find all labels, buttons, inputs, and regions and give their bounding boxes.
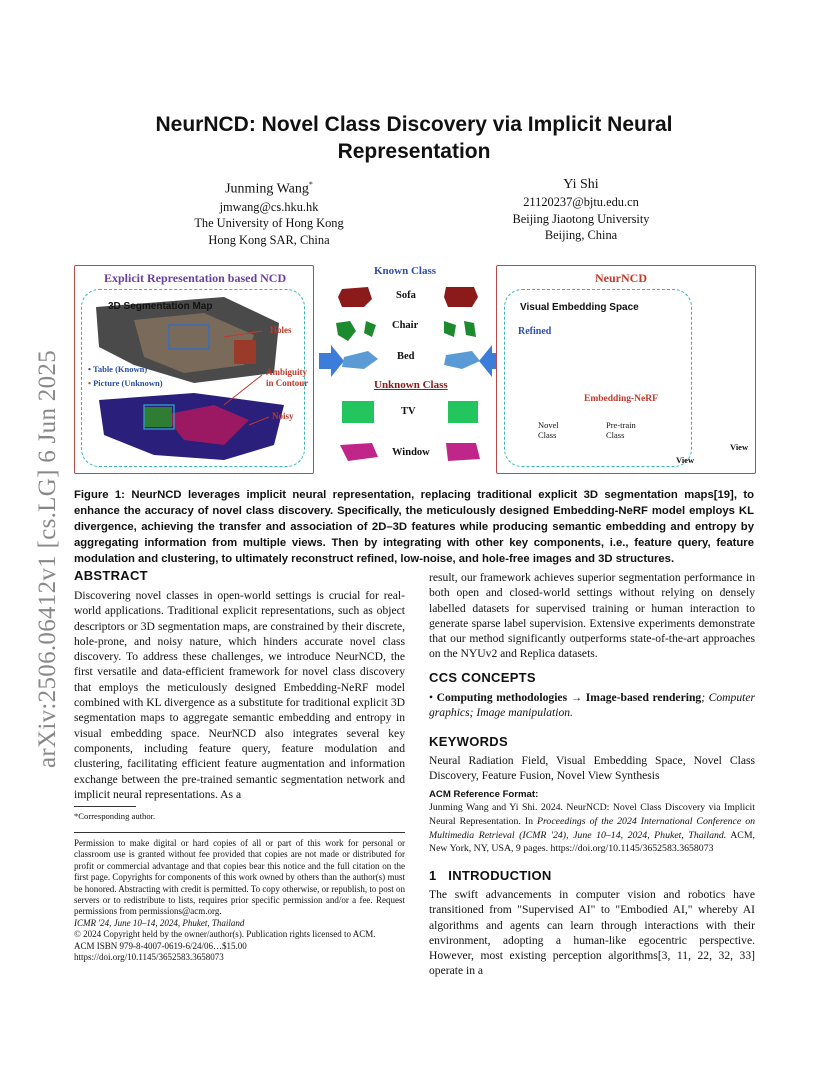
acm-ref-heading: ACM Reference Format: xyxy=(429,789,539,800)
author-2 xyxy=(451,175,711,244)
footnote: *Corresponding author. xyxy=(74,811,156,821)
permission-text: Permission to make digital or hard copies of all or part of this work for personal or classroom use is granted without fee provided that copies are not made or distributed for profit or commercial advantage and that copies bear this notice and the full citation on the first page. Copyrights for components of this work owned by others than the author(s) must be honored. Abstracting with credit is permitted. To copy otherwise, or republish, to post on servers or to redistribute to lists, requires prior specific permission and/or a fee. Request permissions from permissions@acm.org. xyxy=(74,838,405,917)
arxiv-id: arXiv:2506.06412v1 [cs.LG] 6 Jun 2025 xyxy=(34,350,61,768)
pretrain-class-label: Pre-train Class xyxy=(606,420,636,440)
tv-shape-left xyxy=(342,401,374,423)
unknown-class-title: Unknown Class xyxy=(374,379,448,391)
class-label-sofa: Sofa xyxy=(396,290,416,301)
author-affiliation: Beijing Jiaotong University xyxy=(512,211,650,226)
seg-map-label: 3D Segmentation Map xyxy=(108,301,213,312)
chair-shape-left-1 xyxy=(336,321,356,341)
class-label-chair: Chair xyxy=(392,320,419,331)
class-label-window: Window xyxy=(392,447,430,458)
ambiguity-label: Ambiguity in Contour xyxy=(266,367,309,388)
author-email: jmwang@cs.hku.hk xyxy=(219,199,319,214)
author-name: Yi Shi xyxy=(563,177,599,192)
class-label-tv: TV xyxy=(401,406,416,417)
window-shape-left xyxy=(340,443,378,461)
chair-shape-right-1 xyxy=(444,321,456,337)
holes-label: Holes xyxy=(270,325,292,335)
sofa-shape-right xyxy=(444,287,478,307)
author-1 xyxy=(139,175,399,248)
chair-shape-right-2 xyxy=(464,321,476,337)
bed-shape-right xyxy=(444,351,480,369)
right-panel-title: NeurNCD xyxy=(595,271,647,285)
keywords-text: Neural Radiation Field, Visual Embedding Space, Novel Class Discovery, Feature Fusion, Novel View Synthesis xyxy=(429,754,755,783)
permission-venue: ICMR '24, June 10–14, 2024, Phuket, Thailand xyxy=(74,917,245,928)
author-location: Beijing, China xyxy=(544,228,618,242)
abstract-heading: ABSTRACT xyxy=(74,568,148,583)
left-panel-title: Explicit Representation based NCD xyxy=(104,271,287,285)
footnote-rule xyxy=(74,806,136,807)
permission-copyright: © 2024 Copyright held by the owner/author(s). Publication rights licensed to ACM. xyxy=(74,929,376,940)
permission-rule xyxy=(74,832,405,833)
legend-unknown: • Picture (Unknown) xyxy=(88,378,163,388)
embedding-space-label: Visual Embedding Space xyxy=(520,302,639,313)
refined-label: Refined xyxy=(518,326,552,337)
known-class-title: Known Class xyxy=(374,265,437,277)
noisy-label: Noisy xyxy=(272,411,294,421)
author-affiliation: The University of Hong Kong xyxy=(194,216,344,231)
ccs-text: • Computing methodologies → Image-based rendering; Computer graphics; Image manipulation. xyxy=(429,691,755,720)
sofa-shape-left xyxy=(338,287,372,307)
view-label-2: View xyxy=(730,442,749,452)
right-dashed-region xyxy=(504,289,695,467)
bed-shape-left xyxy=(342,351,378,369)
author-email: 21120237@bjtu.edu.cn xyxy=(523,195,639,209)
segmentation-green-block xyxy=(144,407,172,427)
arxiv-stamp xyxy=(36,310,76,770)
tv-shape-right xyxy=(448,401,478,423)
class-label-bed: Bed xyxy=(397,351,415,362)
caption-label: Figure 1: xyxy=(74,489,125,501)
view-label-1: View xyxy=(676,455,695,465)
permission-block xyxy=(74,838,405,963)
chair-shape-left-2 xyxy=(364,321,376,337)
window-shape-right xyxy=(446,443,480,461)
author-name: Junming Wang* xyxy=(225,180,313,197)
permission-isbn: ACM ISBN 979-8-4007-0619-6/24/06…$15.00 xyxy=(74,940,247,951)
figure-1 xyxy=(74,265,754,475)
caption-text: NeurNCD leverages implicit neural representation, replacing traditional explicit 3D segmentation maps[19], to enhance the accuracy of novel class discovery. Specifically, the meticulously designed Embedding-NeRF model employs KL divergence, achieving the transfer and association of 2D–3D features while producing semantic embedding and entropy by aggregating information from multiple views. Then by integrating with other key components, i.e., feature query, feature modulation and clustering, to ultimately reconstruct refined, low-noise, and hole-free images and 3D structures. xyxy=(74,489,755,565)
acm-ref-text: Junming Wang and Yi Shi. 2024. NeurNCD: Novel Class Discovery via Implicit Neural Representation. In Proceedings of the 2024 International Conference on Multimedia Retrieval (ICMR '24), June 10–14, 2024, Phuket, Thailand. ACM, New York, NY, USA, 9 pages. https://doi.org/10.1145/3652583.3658073 xyxy=(429,802,756,855)
ccs-heading: CCS CONCEPTS xyxy=(429,670,536,685)
arrow-left-to-center xyxy=(319,345,344,377)
abstract-text: Discovering novel classes in open-world settings is crucial for real-world applications. Traditional explicit representations, such as object descriptors or 3D segmentation maps, are constrained by their discrete, hole-prone, and noisy nature, which hinders accurate novel class discovery. To address these challenges, we introduce NeurNCD, the first versatile and data-efficient framework for novel class discovery that employs the meticulously designed Embedding-NeRF model combined with KL divergence as a substitute for traditional explicit 3D segmentation maps to aggregate semantic embedding and entropy in visual embedding space. NeurNCD also integrates several key components, including feature query, feature modulation and clustering, facilitating efficient feature augmentation and information exchange between the pre-trained semantic segmentation network and implicit neural representations. As a xyxy=(74,589,405,801)
author-location: Hong Kong SAR, China xyxy=(208,232,330,247)
paper-title: NeurNCD: Novel Class Discovery via Implicit Neural Representation xyxy=(155,113,673,163)
legend-known: • Table (Known) xyxy=(88,364,148,374)
keywords-heading: KEYWORDS xyxy=(429,734,508,749)
novel-class-label: Novel Class xyxy=(538,420,559,440)
introduction-text: The swift advancements in computer vision and robotics have transitioned from "Supervised AI" to "Embodied AI," whereby AI algorithms and agents can learn through interactions with their environment, adopting a human-like egocentric perspective. However, most existing perception algorithms[3, 11, 22, 32, 33] operate in a xyxy=(429,888,755,978)
embedding-nerf-label: Embedding-NeRF xyxy=(584,394,658,404)
figure-caption xyxy=(74,487,754,567)
permission-doi: https://doi.org/10.1145/3652583.3658073 xyxy=(74,952,224,963)
abstract-continuation: result, our framework achieves superior segmentation performance in both open and closed-world settings without relying on densely labelled datasets for supervised training or human interaction to generate sparse label supervision. Extensive experiments demonstrate that our method significantly outperforms state-of-the-art approaches on the NYUv2 and Replica datasets. xyxy=(429,571,755,661)
introduction-heading: 1 INTRODUCTION xyxy=(429,868,552,883)
segmentation-wall xyxy=(234,340,256,364)
